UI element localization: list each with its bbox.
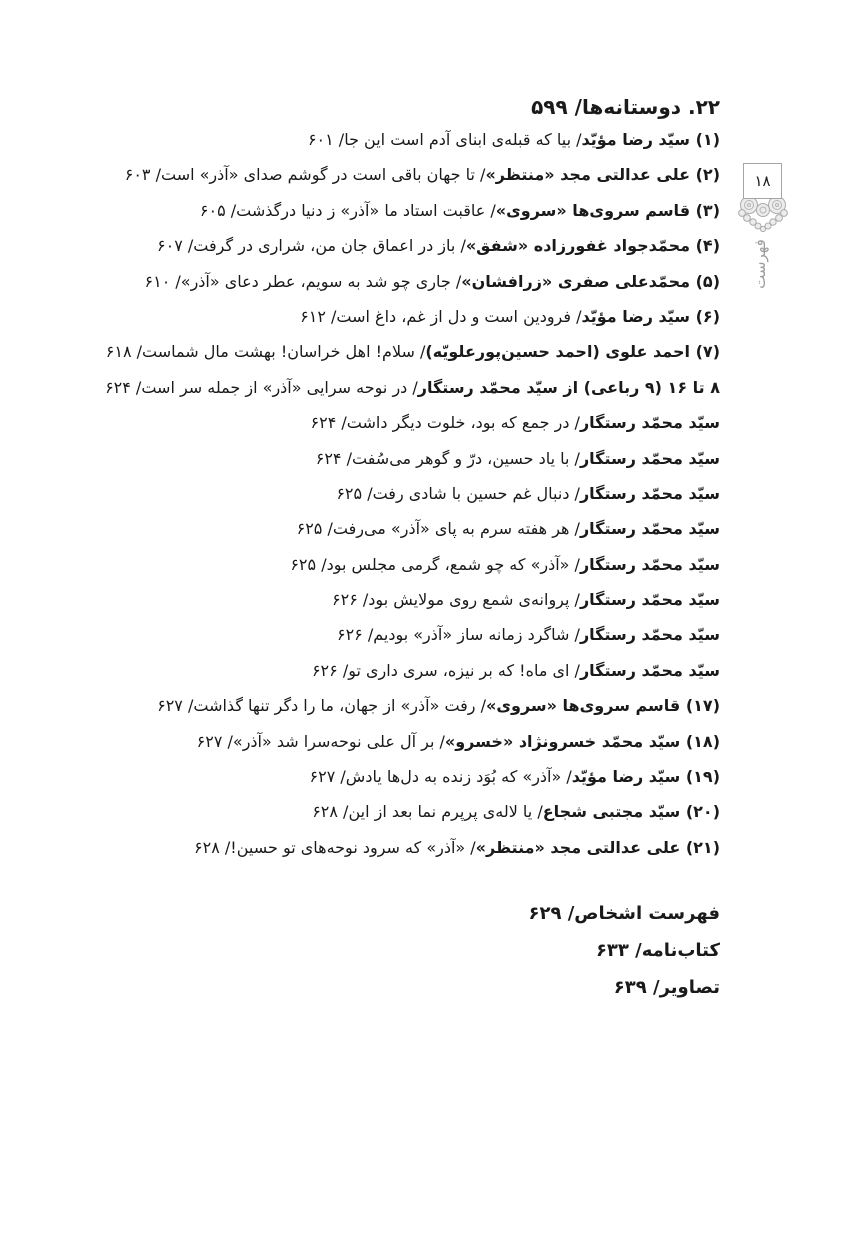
- toc-entry-text: / عاقبت استاد ما «آذر» ز دنیا درگذشت/ ۶۰۵: [199, 200, 496, 220]
- toc-entry-author: (۷) احمد علوی (احمد حسین‌پورعلویّه): [425, 342, 720, 362]
- toc-entry-author: (۲۰) سیّد مجتبی شجاع: [542, 802, 720, 822]
- toc-entry-author: سیّد محمّد رستگار: [579, 660, 720, 680]
- toc-entry-author: سیّد محمّد رستگار: [579, 413, 720, 433]
- toc-entry-text: / رفت «آذر» از جهان، ما را دگر تنها گذاشت/ ۶۲۷: [157, 696, 486, 716]
- toc-entry-author: (۶) سیّد رضا مؤیّد: [581, 306, 720, 326]
- toc-entry-text: / هر هفته سرم به پای «آذر» می‌رفت/ ۶۲۵: [296, 519, 580, 539]
- toc-entry-author: (۲۱) علی عدالتی مجد «منتظر»: [475, 837, 720, 857]
- toc-entry-text: / در جمع که بود، خلوت دیگر داشت/ ۶۲۴: [310, 413, 580, 433]
- footer-index-line: کتاب‌نامه/ ۶۳۳: [595, 940, 720, 961]
- toc-entry: [105, 830, 720, 865]
- toc-entry-text: / سلام! اهل خراسان! بهشت مال شماست/ ۶۱۸: [105, 342, 426, 362]
- toc-entry: [105, 759, 720, 794]
- toc-entry: [105, 264, 720, 299]
- toc-entry: [105, 582, 720, 617]
- sidebar-vertical-label-wrap: [739, 233, 781, 295]
- toc-entry-text: / تا جهان باقی است در گوشم صدای «آذر» است/ ۶۰۳: [124, 165, 486, 185]
- sidebar-vertical-label: فهرست: [751, 239, 770, 289]
- toc-entry-author: (۴) محمّدجواد غفورزاده «شفق»: [465, 236, 720, 256]
- toc-entry: [105, 724, 720, 759]
- toc-entry-text: / بر آل علی نوحه‌سرا شد «آذر»/ ۶۲۷: [196, 731, 445, 751]
- toc-entry-author: (۱۹) سیّد رضا مؤیّد: [571, 767, 720, 787]
- toc-entry: [105, 370, 720, 405]
- toc-entry-author: (۱۷) قاسم سروی‌ها «سروی»: [486, 696, 720, 716]
- toc-entry: [105, 511, 720, 546]
- toc-entry: [105, 441, 720, 476]
- toc-entry-text: / پروانه‌ی شمع روی مولایش بود/ ۶۲۶: [332, 590, 580, 610]
- toc-entry: [105, 617, 720, 652]
- footer-index-line: فهرست اشخاص/ ۶۲۹: [528, 903, 720, 924]
- toc-entry: [105, 547, 720, 582]
- toc-entry-author: سیّد محمّد رستگار: [579, 448, 720, 468]
- toc-entry-text: / شاگرد زمانه ساز «آذر» بودیم/ ۶۲۶: [336, 625, 580, 645]
- toc-entry: [105, 794, 720, 829]
- toc-entry-author: سیّد محمّد رستگار: [579, 590, 720, 610]
- toc-entry-author: (۱) سیّد رضا مؤیّد: [581, 130, 720, 149]
- toc-entry-author: سیّد محمّد رستگار: [579, 554, 720, 574]
- page-number: ۱۸: [754, 172, 771, 190]
- toc-entries: [105, 122, 720, 865]
- toc-entry: [105, 334, 720, 369]
- toc-entry: [105, 122, 720, 157]
- toc-entry-author: (۵) محمّدعلی صفری «زرافشان»: [461, 271, 720, 291]
- toc-entry: [105, 688, 720, 723]
- toc-entry-text: / «آذر» که بُوَد زنده به دل‌ها یادش/ ۶۲۷: [309, 767, 572, 787]
- page-number-box: [743, 163, 782, 199]
- toc-entry-author: سیّد محمّد رستگار: [579, 625, 720, 645]
- toc-entry-text: / ای ماه! که بر نیزه، سری داری تو/ ۶۲۶: [311, 660, 580, 680]
- toc-entry-author: (۱۸) سیّد محمّد خسرونژاد «خسرو»: [444, 731, 720, 751]
- toc-entry-text: / فرودین است و دل از غم، داغ است/ ۶۱۲: [300, 306, 582, 326]
- toc-entry-author: سیّد محمّد رستگار: [579, 483, 720, 503]
- toc-entry-text: / بیا که قبله‌ی ابنای آدم است این جا/ ۶۰۱: [307, 130, 582, 149]
- toc-entry: [105, 476, 720, 511]
- toc-entry: [105, 157, 720, 192]
- floral-heart-ornament-icon: [735, 195, 791, 233]
- toc-entry-text: / یا لاله‌ی پرپرم نما بعد از این/ ۶۲۸: [312, 802, 543, 822]
- toc-entry: [105, 228, 720, 263]
- toc-entry-author: ۸ تا ۱۶ (۹ رباعی) از سیّد محمّد رستگار: [417, 377, 720, 397]
- toc-entry-text: / باز در اعماق جان من، شراری در گرفت/ ۶۰۷: [157, 236, 466, 256]
- toc-entry: [105, 193, 720, 228]
- toc-entry-text: / در نوحه سرایی «آذر» از جمله سر است/ ۶۲۴: [105, 377, 418, 397]
- toc-entry-text: / جاری چو شد به سویم، عطر دعای «آذر»/ ۶۱۰: [144, 271, 462, 291]
- toc-entry: [105, 653, 720, 688]
- toc-entry-author: (۲) علی عدالتی مجد «منتظر»: [485, 165, 720, 185]
- footer-index-line: تصاویر/ ۶۳۹: [613, 977, 720, 998]
- toc-entry-text: / دنبال غم حسین با شادی رفت/ ۶۲۵: [336, 483, 580, 503]
- toc-entry: [105, 299, 720, 334]
- toc-footer: [528, 895, 720, 1006]
- toc-entry: [105, 405, 720, 440]
- toc-content: [105, 92, 720, 865]
- chapter-title: ۲۲. دوستانه‌ها/ ۵۹۹: [531, 95, 720, 119]
- toc-entry-author: سیّد محمّد رستگار: [579, 519, 720, 539]
- toc-entry-text: / «آذر» که سرود نوحه‌های تو حسین!/ ۶۲۸: [194, 837, 476, 857]
- toc-entry-text: / «آذر» که چو شمع، گرمی مجلس بود/ ۶۲۵: [290, 554, 580, 574]
- toc-entry-text: / با یاد حسین، درّ و گوهر می‌سُفت/ ۶۲۴: [315, 448, 580, 468]
- toc-entry-author: (۳) قاسم سروی‌ها «سروی»: [495, 200, 720, 220]
